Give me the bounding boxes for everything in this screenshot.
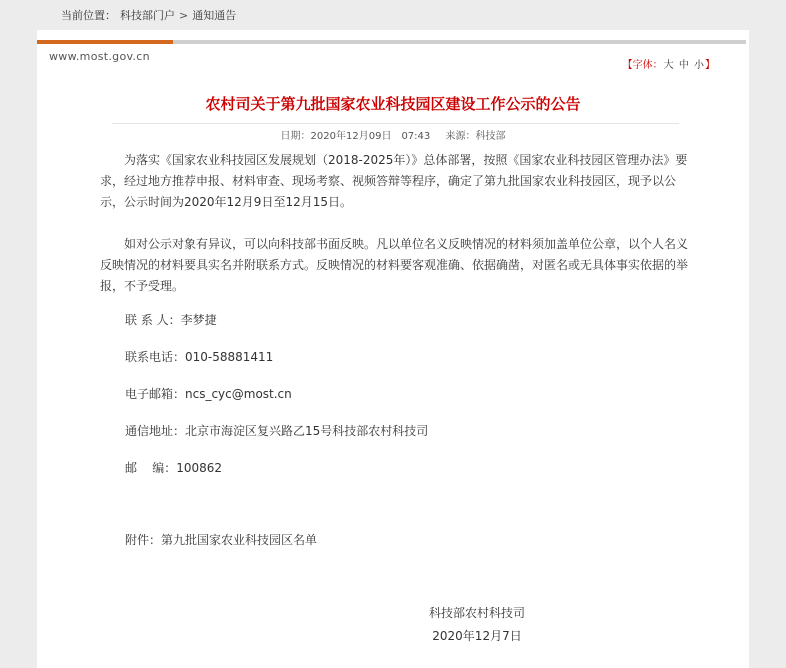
contact-postcode: 邮 编：100862	[125, 461, 223, 475]
page-container	[37, 0, 749, 668]
breadcrumb-item-notices[interactable]: 通知通告	[192, 9, 237, 22]
breadcrumb	[37, 0, 749, 30]
contact-address: 通信地址：北京市海淀区复兴路乙15号科技部农村科技司	[125, 424, 429, 438]
article-title: 农村司关于第九批国家农业科技园区建设工作公示的公告	[205, 95, 581, 113]
signature-date: 2020年12月7日	[432, 629, 522, 643]
breadcrumb-label: 当前位置：	[61, 9, 116, 22]
article-body	[100, 150, 690, 318]
attachment-link[interactable]: 第九批国家农业科技园区名单	[161, 533, 318, 547]
breadcrumb-item-portal[interactable]: 科技部门户	[120, 9, 175, 22]
font-size-medium[interactable]: 中	[678, 60, 689, 71]
font-size-small[interactable]: 小	[694, 60, 704, 71]
article-meta	[37, 127, 749, 142]
title-divider	[112, 123, 679, 124]
attachment-label: 附件：	[125, 533, 162, 547]
font-size-open-bracket: 【	[622, 60, 633, 71]
article-source: 来源：科技部	[445, 131, 506, 142]
header-divider	[37, 40, 746, 44]
font-size-selector	[623, 56, 715, 71]
breadcrumb-separator: >	[179, 8, 189, 22]
font-size-label: 字体：	[632, 60, 663, 71]
contact-email: 电子邮箱：ncs_cyc@most.cn	[125, 387, 292, 401]
article-date: 日期：2020年12月09日 07:43	[280, 131, 431, 142]
site-url: www.most.gov.cn	[49, 50, 150, 63]
font-size-close-bracket: 】	[705, 60, 715, 71]
font-size-large[interactable]: 大	[663, 60, 674, 71]
header-divider-accent	[37, 40, 173, 44]
signature-org: 科技部农村科技司	[428, 606, 525, 620]
attachment	[125, 531, 317, 548]
paragraph: 为落实《国家农业科技园区发展规划（2018-2025年）》总体部署，按照《国家农业科技园区管理办法》要求，经过地方推荐申报、材料审查、现场考察、视频答辩等程序，确定了第九批国家农业科技园区，现予以公示，公示时间为2020年12月9日至12月15日。	[100, 153, 688, 209]
paragraph: 如对公示对象有异议，可以向科技部书面反映。凡以单位名义反映情况的材料须加盖单位公章，以个人名义反映情况的材料要具实名并附联系方式。反映情况的材料要客观准确、依据确凿，对匿名或无具体事实依据的举报，不予受理。	[100, 237, 689, 293]
contact-phone: 联系电话：010-58881411	[125, 350, 274, 364]
contact-person: 联 系 人：李梦捷	[125, 313, 217, 327]
